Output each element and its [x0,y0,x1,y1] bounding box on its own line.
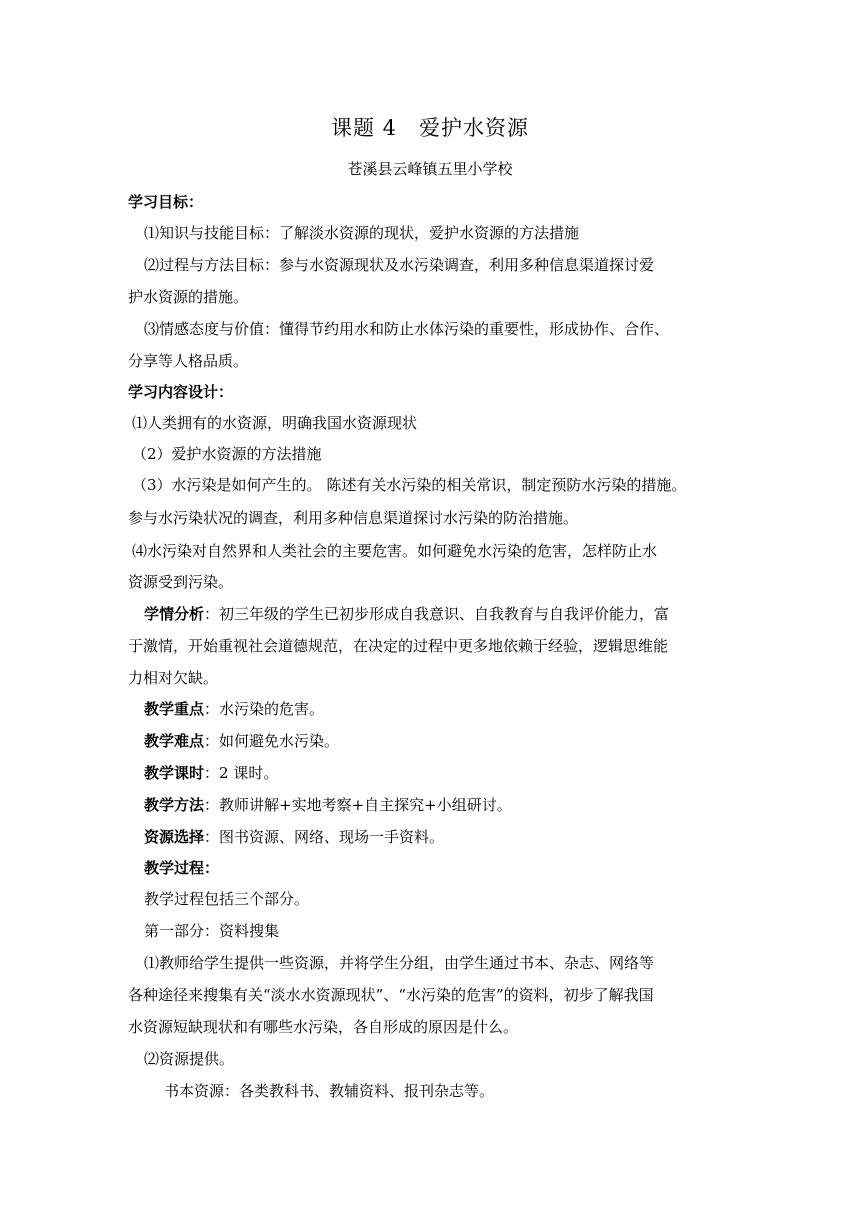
process-heading-row [128,853,772,884]
difficulty-label: 教学难点 [144,732,205,750]
hours-value: ：2 课时。 [204,764,279,782]
content-item-1: ⑴人类拥有的水资源，明确我国水资源现状 [132,414,418,432]
difficulty-row [128,726,772,757]
method-label: 教学方法 [144,796,205,814]
key-point-value: ：水污染的危害。 [204,700,325,718]
difficulty-value: ：如何避免水污染。 [204,732,340,750]
objective-process-line1: ⑵过程与方法目标：参与水资源现状及水污染调查，利用多种信息渠道探讨爱 [144,256,655,274]
analysis-line1 [128,599,772,630]
objective-attitude-line1: ⑶情感态度与价值：懂得节约用水和防止水体污染的重要性，形成协作、合作、 [144,320,670,338]
content-item-3-line2: 参与水污染状况的调查，利用多种信息渠道探讨水污染的防治措施。 [128,509,579,527]
analysis-text-1: ：初三年级的学生已初步形成自我意识、自我教育与自我评价能力，富 [204,605,670,623]
process-label: 教学过程 [144,859,205,877]
content-item-2: （2）爱护水资源的方法措施 [132,445,322,463]
objective-process-line2: 护水资源的措施。 [128,288,249,306]
process-label-suffix: ： [204,859,220,877]
analysis-label: 学情分析 [144,605,205,623]
process-step1-line2: 各种途径来搜集有关“淡水水资源现状”、“水污染的危害”的资料，初步了解我国 [128,986,654,1004]
content-item-4-line1: ⑷水污染对自然界和人类社会的主要危害。如何避免水污染的危害，怎样防止水 [132,542,658,560]
process-books: 书本资源：各类教科书、教辅资料、报刊杂志等。 [164,1082,495,1100]
content-item-3-line1: （3）水污染是如何产生的。 陈述有关水污染的相关常识，制定预防水污染的措施。 [132,476,687,494]
content-design-heading: 学习内容设计： [128,383,234,401]
process-intro: 教学过程包括三个部分。 [144,890,310,908]
key-point-label: 教学重点 [144,700,205,718]
method-row [128,790,772,821]
hours-label: 教学课时 [144,764,205,782]
key-point-row [128,694,772,725]
method-value: ：教师讲解+实地考察+自主探究+小组研讨。 [204,796,512,814]
objective-knowledge: ⑴知识与技能目标：了解淡水资源的现状，爱护水资源的方法措施 [144,224,580,242]
school-name: 苍溪县云峰镇五里小学校 [347,160,513,178]
objective-attitude-line2: 分享等人格品质。 [128,352,249,370]
process-step1-line1: ⑴教师给学生提供一些资源，并将学生分组，由学生通过书本、杂志、网络等 [144,954,655,972]
resources-row [128,822,772,853]
process-part1: 第一部分：资料搜集 [144,922,280,940]
process-step2: ⑵资源提供。 [144,1050,235,1068]
resources-label: 资源选择 [144,828,205,846]
analysis-line3: 力相对欠缺。 [128,669,219,687]
page-title: 课题 4 爱护水资源 [330,116,530,140]
analysis-line2: 于激情，开始重视社会道德规范，在决定的过程中更多地依赖于经验，逻辑思维能 [128,637,669,655]
hours-row [128,758,772,789]
content-item-4-line2: 资源受到污染。 [128,573,234,591]
resources-value: ：图书资源、网络、现场一手资料。 [204,828,445,846]
objectives-heading: 学习目标： [128,193,204,211]
process-step1-line3: 水资源短缺现状和有哪些水污染，各自形成的原因是什么。 [128,1018,519,1036]
